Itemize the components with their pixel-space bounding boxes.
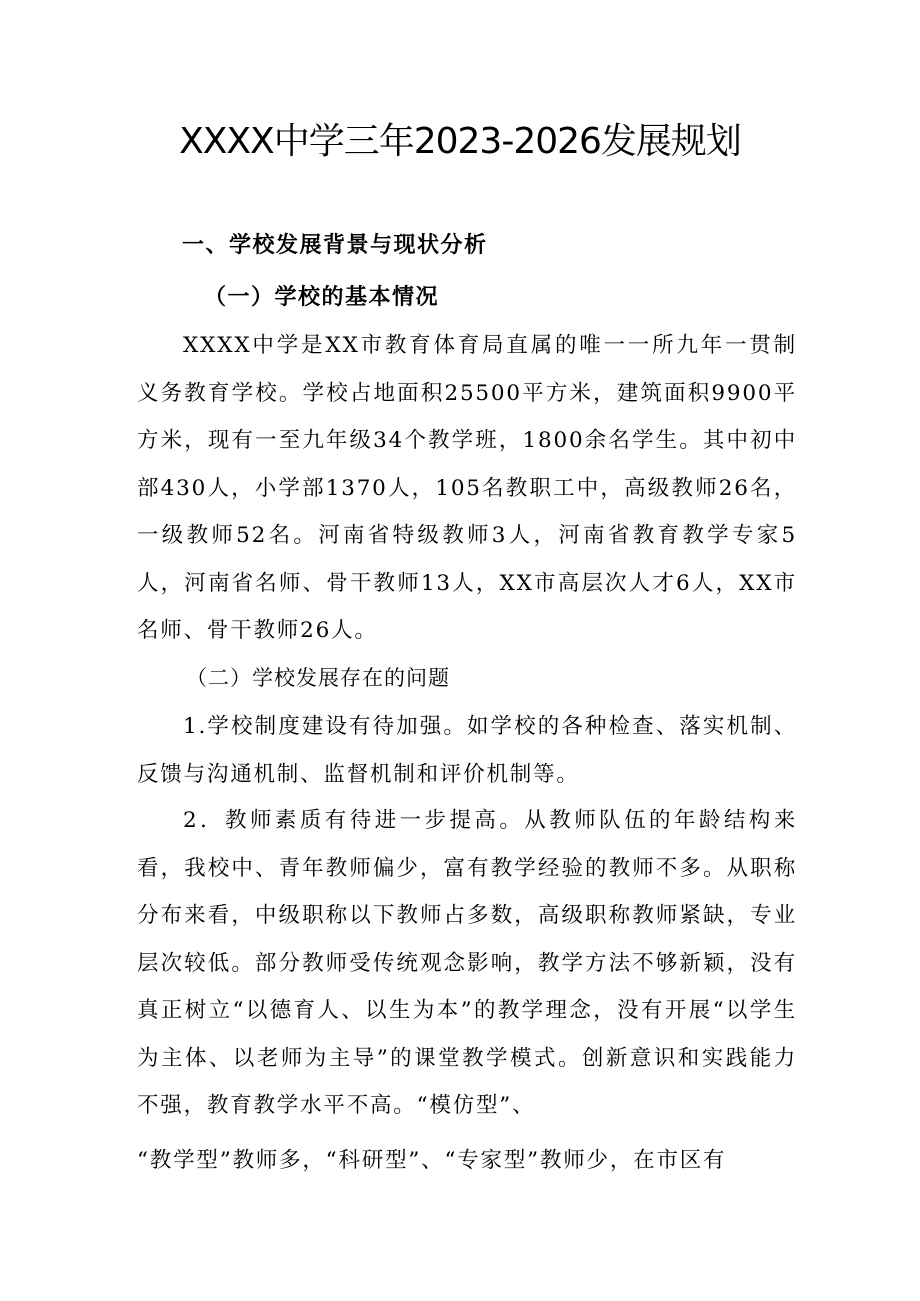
subsection-heading-basic-info: （一）学校的基本情况 <box>204 285 440 310</box>
section-heading-background: 一、学校发展背景与现状分析 <box>182 233 488 258</box>
subsection-heading-problems: （二）学校发展存在的问题 <box>186 666 450 690</box>
document-title: XXXX中学三年2023-2026发展规划 <box>179 121 741 162</box>
paragraph-problem-2: 2．教师素质有待进一步提高。从教师队伍的年龄结构来看，我校中、青年教师偏少，富有教学经验的教师不多。从职称分布来看，中级职称以下教师占多数，高级职称教师紧缺，专业层次较低。部分教师受传统观念影响，教学方法不够新颖，没有真正树立“以德育人、以生为本”的教学理念，没有开展“以学生为主体、以老师为主导”的课堂教学模式。创新意识和实践能力不强，教育教学水平不高。“模仿型”、 <box>137 808 797 1118</box>
paragraph-basic-info: XXXX中学是XX市教育体育局直属的唯一一所九年一贯制义务教育学校。学校占地面积25500平方米，建筑面积9900平方米，现有一至九年级34个教学班，1800余名学生。其中初中部430人，小学部1370人，105名教职工中，高级教师26名，一级教师52名。河南省特级教师3人，河南省教育教学专家5人，河南省名师、骨干教师13人，XX市高层次人才6人，XX市名师、骨干教师26人。 <box>137 333 797 643</box>
paragraph-problem-1: 1.学校制度建设有待加强。如学校的各种检查、落实机制、反馈与沟通机制、监督机制和评价机制等。 <box>137 714 797 787</box>
paragraph-problem-2-continued: “教学型”教师多，“科研型”、“专家型”教师少，在市区有 <box>137 1148 727 1173</box>
